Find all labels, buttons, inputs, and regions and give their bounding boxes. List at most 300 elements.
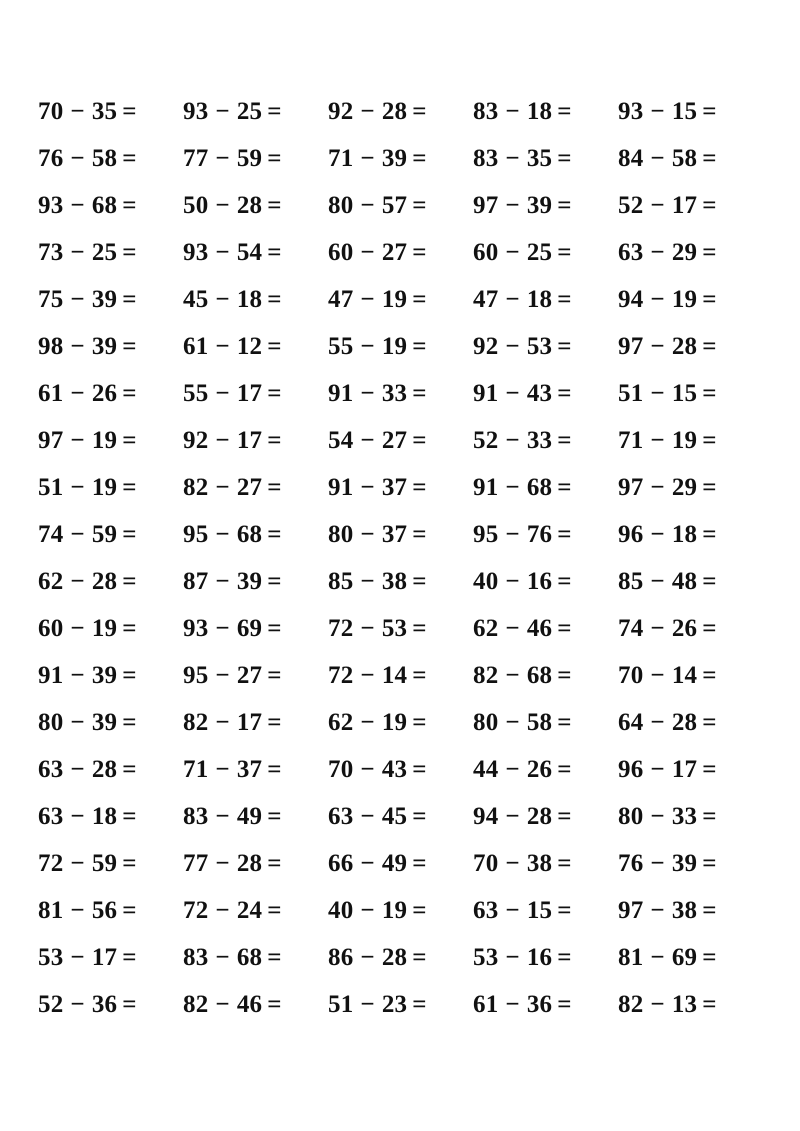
subtraction-problem [38,992,183,1017]
subtraction-problem [38,146,183,171]
subtraction-problem [473,522,618,547]
problem-row [38,323,778,370]
equals-sign: = [122,803,137,830]
subtraction-problem [38,522,183,547]
subtraction-problem [38,287,183,312]
subtraction-problem [183,99,328,124]
subtrahend: 39 [91,286,118,313]
minuend: 72 [183,897,209,924]
subtraction-problem [618,663,763,688]
minuend: 74 [38,521,64,548]
equals-sign: = [557,380,572,407]
subtraction-problem [328,475,473,500]
subtrahend: 19 [381,333,408,360]
subtrahend: 19 [671,427,698,454]
subtrahend: 33 [671,803,698,830]
subtrahend: 27 [236,474,263,501]
minus-sign: − [215,239,230,266]
subtrahend: 14 [671,662,698,689]
equals-sign: = [557,709,572,736]
equals-sign: = [267,709,282,736]
minus-sign: − [70,991,85,1018]
subtraction-problem [618,381,763,406]
minus-sign: − [215,474,230,501]
minus-sign: − [505,98,520,125]
minus-sign: − [70,521,85,548]
equals-sign: = [122,286,137,313]
problem-row [38,135,778,182]
minus-sign: − [650,145,665,172]
minuend: 93 [618,98,644,125]
minus-sign: − [505,803,520,830]
subtraction-problem [183,851,328,876]
minuend: 60 [38,615,64,642]
minuend: 63 [473,897,499,924]
equals-sign: = [122,98,137,125]
subtraction-problem [618,146,763,171]
minus-sign: − [505,662,520,689]
equals-sign: = [702,521,717,548]
equals-sign: = [557,333,572,360]
subtraction-problem [328,851,473,876]
subtrahend: 58 [526,709,553,736]
subtrahend: 35 [526,145,553,172]
minus-sign: − [360,897,375,924]
equals-sign: = [702,427,717,454]
subtraction-problem [38,569,183,594]
minuend: 80 [473,709,499,736]
minus-sign: − [215,427,230,454]
equals-sign: = [702,897,717,924]
equals-sign: = [122,897,137,924]
minus-sign: − [70,286,85,313]
subtrahend: 26 [671,615,698,642]
equals-sign: = [122,474,137,501]
equals-sign: = [122,239,137,266]
equals-sign: = [412,145,427,172]
subtrahend: 39 [236,568,263,595]
equals-sign: = [702,756,717,783]
subtraction-problem [38,851,183,876]
minuend: 82 [183,991,209,1018]
equals-sign: = [267,380,282,407]
minuend: 80 [618,803,644,830]
minuend: 66 [328,850,354,877]
minuend: 85 [328,568,354,595]
subtrahend: 17 [236,427,263,454]
subtrahend: 39 [91,333,118,360]
subtraction-problem [473,710,618,735]
equals-sign: = [702,145,717,172]
subtrahend: 49 [381,850,408,877]
equals-sign: = [267,944,282,971]
subtrahend: 33 [526,427,553,454]
minuend: 94 [473,803,499,830]
subtraction-problem [618,804,763,829]
minuend: 62 [328,709,354,736]
minuend: 40 [328,897,354,924]
equals-sign: = [267,615,282,642]
subtrahend: 57 [381,192,408,219]
subtraction-problem [618,757,763,782]
subtraction-problem [38,334,183,359]
equals-sign: = [557,427,572,454]
equals-sign: = [122,756,137,783]
subtrahend: 59 [236,145,263,172]
equals-sign: = [122,192,137,219]
minuend: 54 [328,427,354,454]
subtrahend: 53 [381,615,408,642]
subtraction-problem [38,475,183,500]
problem-row [38,417,778,464]
subtrahend: 37 [236,756,263,783]
minuend: 77 [183,850,209,877]
subtraction-problem [328,710,473,735]
subtrahend: 69 [671,944,698,971]
minuend: 52 [38,991,64,1018]
subtraction-problem [38,710,183,735]
subtraction-problem [328,287,473,312]
subtrahend: 16 [526,944,553,971]
subtraction-problem [183,992,328,1017]
equals-sign: = [557,803,572,830]
subtrahend: 36 [526,991,553,1018]
minuend: 87 [183,568,209,595]
subtraction-problem [183,428,328,453]
minuend: 91 [38,662,64,689]
subtrahend: 38 [526,850,553,877]
minuend: 97 [473,192,499,219]
minuend: 81 [618,944,644,971]
minus-sign: − [215,568,230,595]
subtraction-problem [618,710,763,735]
equals-sign: = [412,427,427,454]
equals-sign: = [702,98,717,125]
equals-sign: = [557,474,572,501]
minuend: 83 [473,145,499,172]
subtraction-problem [183,287,328,312]
subtrahend: 56 [91,897,118,924]
subtraction-problem [473,193,618,218]
minus-sign: − [505,850,520,877]
subtraction-problem [183,663,328,688]
subtrahend: 68 [236,521,263,548]
minuend: 76 [38,145,64,172]
subtrahend: 14 [381,662,408,689]
subtraction-problem [328,240,473,265]
minuend: 80 [38,709,64,736]
minuend: 72 [328,662,354,689]
equals-sign: = [412,756,427,783]
minus-sign: − [650,568,665,595]
problem-row [38,793,778,840]
minuend: 70 [38,98,64,125]
subtraction-problem [473,851,618,876]
equals-sign: = [267,474,282,501]
equals-sign: = [702,333,717,360]
equals-sign: = [122,615,137,642]
minus-sign: − [215,380,230,407]
minuend: 70 [618,662,644,689]
minus-sign: − [360,145,375,172]
minuend: 52 [473,427,499,454]
minus-sign: − [215,944,230,971]
subtraction-problem [328,428,473,453]
minuend: 60 [328,239,354,266]
minuend: 51 [328,991,354,1018]
equals-sign: = [267,662,282,689]
equals-sign: = [702,474,717,501]
subtraction-problem [618,851,763,876]
equals-sign: = [557,568,572,595]
minuend: 80 [328,192,354,219]
minus-sign: − [70,333,85,360]
subtraction-problem [618,898,763,923]
minuend: 80 [328,521,354,548]
minuend: 82 [183,474,209,501]
subtrahend: 15 [671,98,698,125]
equals-sign: = [412,897,427,924]
minus-sign: − [650,615,665,642]
subtrahend: 15 [671,380,698,407]
minus-sign: − [70,615,85,642]
minuend: 55 [328,333,354,360]
minus-sign: − [505,380,520,407]
minus-sign: − [650,380,665,407]
minus-sign: − [215,662,230,689]
problem-row [38,182,778,229]
minuend: 93 [38,192,64,219]
minus-sign: − [650,662,665,689]
equals-sign: = [702,944,717,971]
minus-sign: − [650,709,665,736]
minuend: 83 [473,98,499,125]
subtrahend: 39 [381,145,408,172]
subtrahend: 29 [671,239,698,266]
minuend: 92 [183,427,209,454]
minus-sign: − [360,568,375,595]
minus-sign: − [505,286,520,313]
subtrahend: 68 [236,944,263,971]
equals-sign: = [412,239,427,266]
subtraction-problem [618,99,763,124]
minuend: 73 [38,239,64,266]
subtraction-problem [38,99,183,124]
subtraction-problem [38,945,183,970]
subtraction-problem [328,381,473,406]
minuend: 77 [183,145,209,172]
equals-sign: = [267,192,282,219]
minus-sign: − [215,286,230,313]
equals-sign: = [702,662,717,689]
problem-row [38,605,778,652]
problem-row [38,652,778,699]
subtrahend: 33 [381,380,408,407]
subtraction-problem [473,287,618,312]
subtrahend: 68 [526,474,553,501]
subtraction-problem [473,99,618,124]
subtrahend: 17 [236,709,263,736]
minus-sign: − [505,615,520,642]
minuend: 93 [183,239,209,266]
minuend: 61 [38,380,64,407]
minuend: 97 [618,474,644,501]
subtrahend: 24 [236,897,263,924]
subtraction-problem [618,334,763,359]
subtrahend: 45 [381,803,408,830]
equals-sign: = [412,568,427,595]
subtrahend: 19 [381,709,408,736]
equals-sign: = [267,568,282,595]
minus-sign: − [215,615,230,642]
minus-sign: − [70,709,85,736]
minuend: 64 [618,709,644,736]
subtrahend: 38 [381,568,408,595]
subtraction-problem [183,193,328,218]
minus-sign: − [360,850,375,877]
minus-sign: − [505,474,520,501]
minus-sign: − [650,803,665,830]
minus-sign: − [650,333,665,360]
subtraction-problem [38,757,183,782]
minuend: 60 [473,239,499,266]
equals-sign: = [702,568,717,595]
subtraction-problem [183,475,328,500]
subtrahend: 39 [526,192,553,219]
subtrahend: 48 [671,568,698,595]
subtrahend: 23 [381,991,408,1018]
minus-sign: − [215,521,230,548]
minus-sign: − [215,991,230,1018]
subtraction-problem [618,522,763,547]
equals-sign: = [122,568,137,595]
minus-sign: − [505,521,520,548]
minuend: 71 [618,427,644,454]
minuend: 71 [183,756,209,783]
subtraction-problem [38,616,183,641]
minuend: 63 [328,803,354,830]
minus-sign: − [215,98,230,125]
minuend: 70 [328,756,354,783]
subtraction-problem [183,945,328,970]
minuend: 75 [38,286,64,313]
minuend: 84 [618,145,644,172]
equals-sign: = [702,192,717,219]
minus-sign: − [360,192,375,219]
problem-row [38,464,778,511]
problem-row [38,746,778,793]
minus-sign: − [70,662,85,689]
minuend: 72 [328,615,354,642]
equals-sign: = [267,333,282,360]
equals-sign: = [122,991,137,1018]
equals-sign: = [557,98,572,125]
equals-sign: = [412,803,427,830]
minuend: 82 [183,709,209,736]
minuend: 97 [618,897,644,924]
minuend: 44 [473,756,499,783]
minuend: 83 [183,803,209,830]
equals-sign: = [122,709,137,736]
minuend: 74 [618,615,644,642]
subtrahend: 17 [671,192,698,219]
subtrahend: 19 [91,615,118,642]
subtrahend: 43 [381,756,408,783]
equals-sign: = [702,709,717,736]
equals-sign: = [267,803,282,830]
minuend: 86 [328,944,354,971]
subtrahend: 28 [236,850,263,877]
minus-sign: − [70,427,85,454]
subtraction-problem [473,663,618,688]
minus-sign: − [70,192,85,219]
minus-sign: − [505,991,520,1018]
equals-sign: = [702,239,717,266]
subtraction-problem [183,710,328,735]
minus-sign: − [360,239,375,266]
minus-sign: − [215,756,230,783]
equals-sign: = [267,239,282,266]
minus-sign: − [505,333,520,360]
minuend: 63 [38,803,64,830]
minus-sign: − [215,145,230,172]
subtraction-problem [473,757,618,782]
minuend: 61 [473,991,499,1018]
minus-sign: − [505,145,520,172]
minuend: 53 [38,944,64,971]
subtraction-problem [183,804,328,829]
minus-sign: − [360,615,375,642]
minus-sign: − [360,756,375,783]
subtrahend: 59 [91,521,118,548]
subtrahend: 25 [236,98,263,125]
minus-sign: − [360,286,375,313]
equals-sign: = [412,615,427,642]
subtraction-problem [38,804,183,829]
subtrahend: 18 [236,286,263,313]
equals-sign: = [412,991,427,1018]
problem-row [38,840,778,887]
minus-sign: − [215,897,230,924]
minuend: 82 [618,991,644,1018]
minus-sign: − [70,98,85,125]
minus-sign: − [360,98,375,125]
subtrahend: 19 [671,286,698,313]
equals-sign: = [122,850,137,877]
equals-sign: = [557,286,572,313]
subtrahend: 37 [381,474,408,501]
subtraction-problem [183,240,328,265]
minus-sign: − [650,427,665,454]
subtraction-problem [618,193,763,218]
minuend: 91 [328,380,354,407]
subtraction-problem [473,992,618,1017]
minus-sign: − [505,709,520,736]
minus-sign: − [70,756,85,783]
minus-sign: − [215,709,230,736]
equals-sign: = [267,756,282,783]
subtrahend: 38 [671,897,698,924]
subtrahend: 17 [671,756,698,783]
equals-sign: = [412,944,427,971]
equals-sign: = [412,192,427,219]
minuend: 97 [38,427,64,454]
subtraction-problem [183,569,328,594]
subtraction-problem [618,616,763,641]
subtrahend: 28 [526,803,553,830]
minuend: 52 [618,192,644,219]
equals-sign: = [122,333,137,360]
